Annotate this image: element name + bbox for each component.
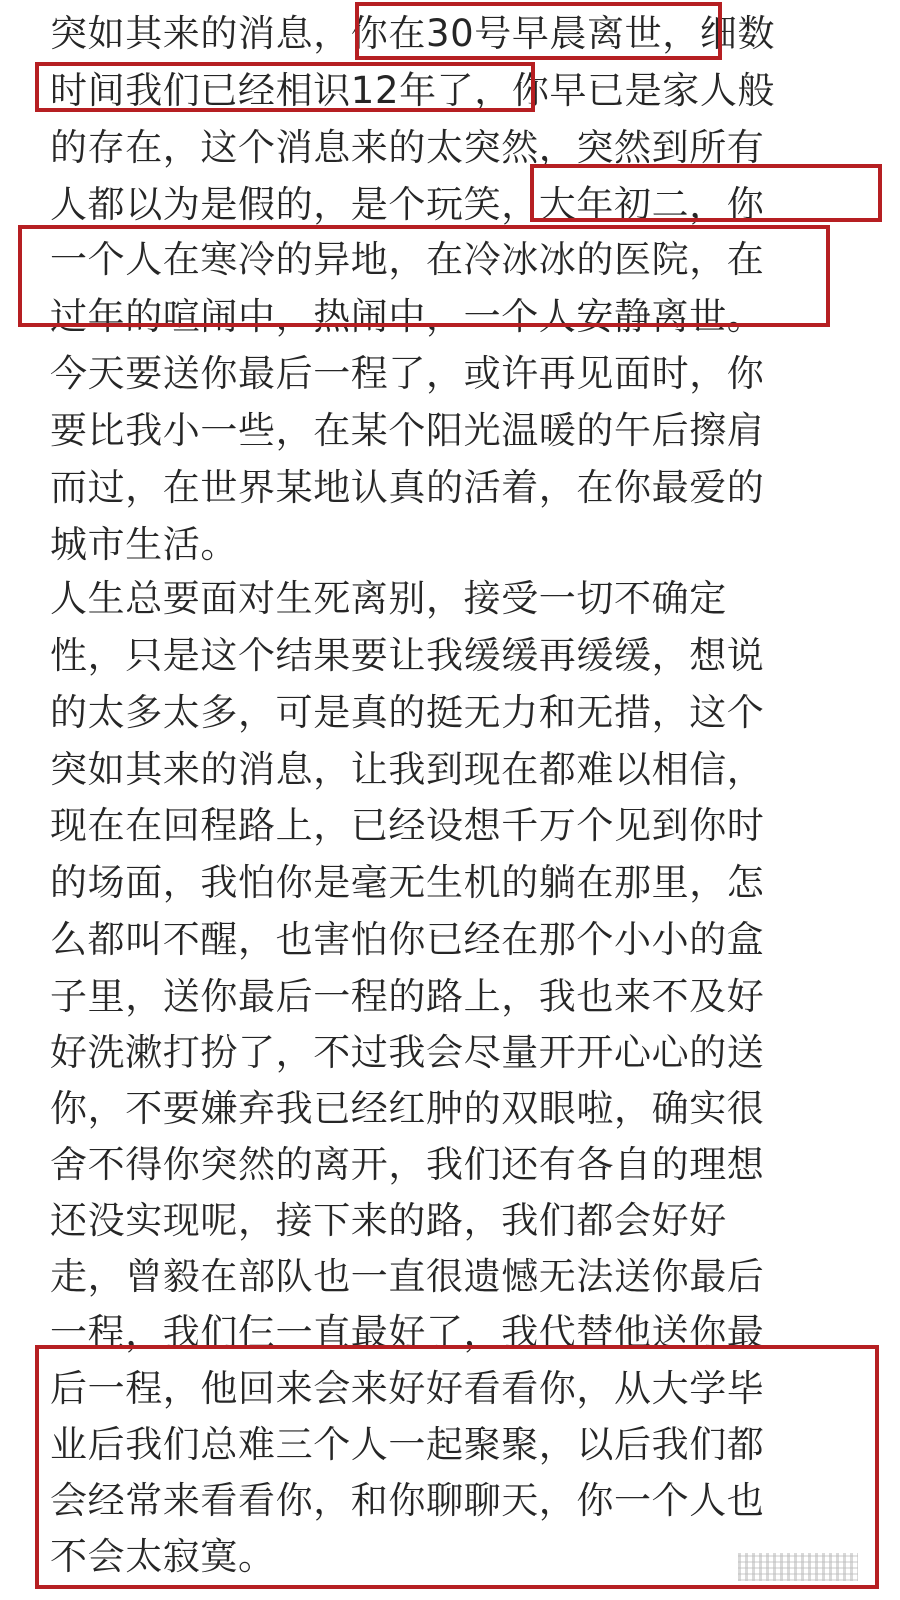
watermark-image [738,1553,858,1581]
text-line: 的场面，我怕你是毫无生机的躺在那里，怎 [50,861,765,904]
text-line: 业后我们总难三个人一起聚聚，以后我们都 [50,1423,765,1466]
text-line: 一个人在寒冷的异地，在冷冰冰的医院，在 [50,238,765,281]
text-line: 要比我小一些，在某个阳光温暖的午后擦肩 [50,409,765,452]
text-line: 性，只是这个结果要让我缓缓再缓缓，想说 [50,634,765,677]
text-line: 后一程，他回来会来好好看看你，从大学毕 [50,1367,765,1410]
highlight-box [18,225,830,327]
text-line: 么都叫不醒，也害怕你已经在那个小小的盒 [50,918,765,961]
text-line: 走，曾毅在部队也一直很遗憾无法送你最后 [50,1255,765,1298]
text-line: 一程，我们仨一直最好了，我代替他送你最 [50,1311,765,1354]
text-line: 好洗漱打扮了，不过我会尽量开开心心的送 [50,1031,765,1074]
text-line: 的存在，这个消息来的太突然，突然到所有 [50,126,765,169]
text-line: 子里，送你最后一程的路上，我也来不及好 [50,975,765,1018]
text-line: 人都以为是假的，是个玩笑，大年初二，你 [50,183,765,226]
text-line: 还没实现呢，接下来的路，我们都会好好 [50,1199,727,1242]
text-line: 过年的喧闹中，热闹中，一个人安静离世。 [50,295,765,338]
text-line: 舍不得你突然的离开，我们还有各自的理想 [50,1143,765,1186]
highlight-box [355,2,722,60]
text-line: 人生总要面对生死离别，接受一切不确定 [50,577,727,620]
text-line: 而过，在世界某地认真的活着，在你最爱的 [50,466,765,509]
text-line: 突如其来的消息，让我到现在都难以相信， [50,748,765,791]
highlight-box [35,62,535,112]
highlight-box [530,164,882,222]
text-line: 时间我们已经相识12年了，你早已是家人般 [50,69,776,112]
text-line: 现在在回程路上，已经设想千万个见到你时 [50,804,765,847]
text-line: 你，不要嫌弃我已经红肿的双眼啦，确实很 [50,1087,765,1130]
text-line: 今天要送你最后一程了，或许再见面时，你 [50,352,765,395]
text-line: 会经常来看看你，和你聊聊天，你一个人也 [50,1479,765,1522]
text-line: 突如其来的消息，你在30号早晨离世，细数 [50,12,776,55]
text-line: 城市生活。 [50,523,238,566]
text-line: 不会太寂寞。 [50,1535,276,1578]
text-line: 的太多太多，可是真的挺无力和无措，这个 [50,691,765,734]
